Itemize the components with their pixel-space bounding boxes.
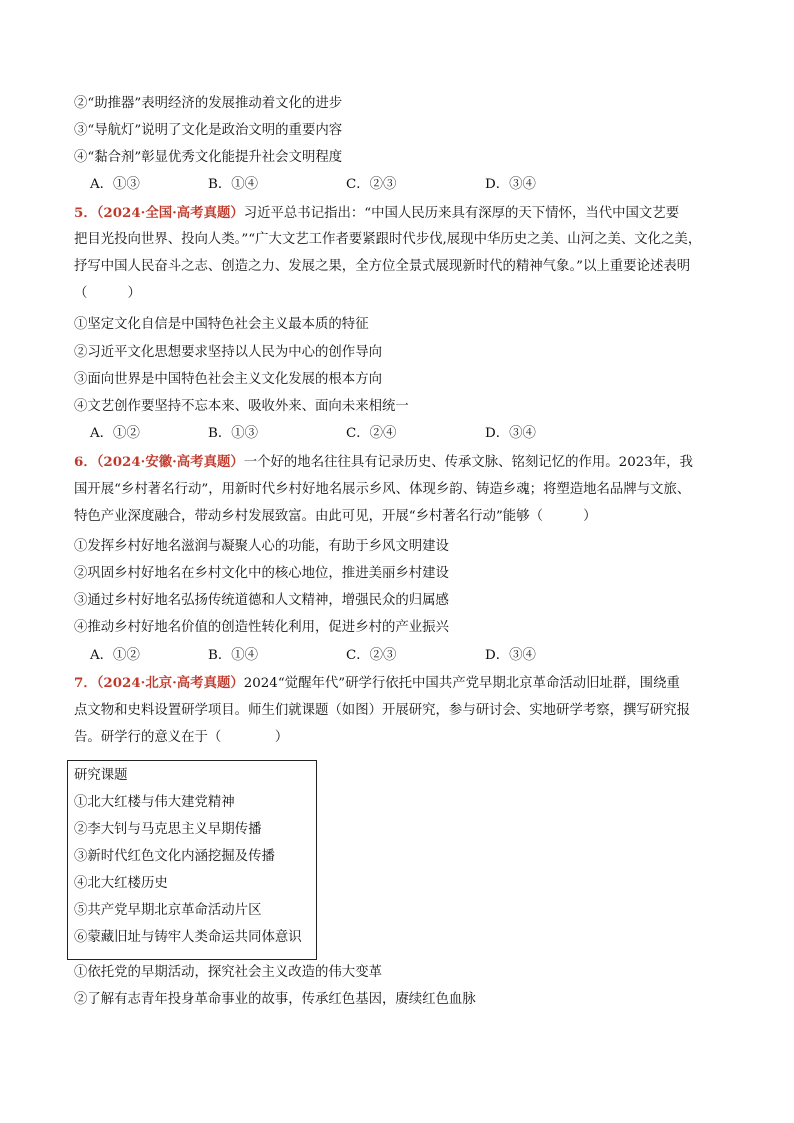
q5-source: （2024·全国·高考真题） <box>96 205 244 221</box>
research-topic-4: ④北大红楼历史 <box>74 876 168 891</box>
q6-number: 6． <box>74 454 97 470</box>
q5-option-b[interactable]: B．①③ <box>208 426 259 441</box>
research-topic-5: ⑤共产党早期北京革命活动片区 <box>74 903 262 918</box>
q6-item-1: ①发挥乡村好地名滋润与凝聚人心的功能，有助于乡风文明建设 <box>74 539 449 554</box>
q5-item-1: ①坚定文化自信是中国特色社会主义最本质的特征 <box>74 317 369 332</box>
q5-option-a[interactable]: A．①② <box>90 426 140 441</box>
q6-option-b[interactable]: B．①④ <box>208 648 259 663</box>
q5-option-d[interactable]: D．③④ <box>485 426 536 441</box>
q6-source: （2024·安徽·高考真题） <box>96 454 244 470</box>
q4-options <box>90 176 690 194</box>
q7-stem-line-1 <box>74 674 734 693</box>
q7-item-2: ②了解有志青年投身革命事业的故事，传承红色基因，赓续红色血脉 <box>74 992 476 1007</box>
q6-item-3: ③通过乡村好地名弘扬传统道德和人文精神，增强民众的归属感 <box>74 593 449 608</box>
q4-option-c[interactable]: C．②③ <box>346 177 397 192</box>
q4-option-b[interactable]: B．①④ <box>208 177 259 192</box>
q7-stem-line-2: 点文物和史料设置研学项目。师生们就课题（如图）开展研究，参与研讨会、实地研学考察，撰写研究报 <box>74 703 690 718</box>
q5-option-c[interactable]: C．②④ <box>346 426 397 441</box>
research-topic-1: ①北大红楼与伟大建党精神 <box>74 795 235 810</box>
q7-stem-text-1: 2024“觉醒年代”研学行依托中国共产党早期北京革命活动旧址群，围绕重 <box>243 676 680 691</box>
q6-option-d[interactable]: D．③④ <box>485 648 536 663</box>
q5-item-3: ③面向世界是中国特色社会主义文化发展的根本方向 <box>74 372 382 387</box>
q4-item-2: ②“助推器”表明经济的发展推动着文化的进步 <box>74 96 343 111</box>
q6-stem-text-1: 一个好的地名往往具有记录历史、传承文脉、铭刻记忆的作用。2023年，我 <box>243 455 693 470</box>
q7-item-1: ①依托党的早期活动，探究社会主义改造的伟大变革 <box>74 965 382 980</box>
q5-stem-line-1 <box>74 204 734 223</box>
q6-stem-line-3: 特色产业深度融合，带动乡村发展致富。由此可见，开展“乡村著名行动”能够（ ） <box>74 509 597 524</box>
q4-item-4: ④“黏合剂”彰显优秀文化能提升社会文明程度 <box>74 150 343 165</box>
q6-option-c[interactable]: C．②③ <box>346 648 397 663</box>
q5-stem-line-2: 把目光投向世界、投向人类。”“广大文艺工作者要紧跟时代步伐,展现中华历史之美、山河之美、文化之美， <box>74 232 702 247</box>
q5-number: 5． <box>74 205 97 221</box>
research-topic-3: ③新时代红色文化内涵挖掘及传播 <box>74 849 275 864</box>
q4-option-a[interactable]: A．①③ <box>90 177 140 192</box>
q6-item-4: ④推动乡村好地名价值的创造性转化利用，促进乡村的产业振兴 <box>74 620 449 635</box>
research-topic-2: ②李大钊与马克思主义早期传播 <box>74 822 262 837</box>
q6-option-a[interactable]: A．①② <box>90 648 140 663</box>
q7-stem-line-3: 告。研学行的意义在于（ ） <box>74 730 289 745</box>
q4-item-3: ③“导航灯”说明了文化是政治文明的重要内容 <box>74 123 343 138</box>
q7-source: （2024·北京·高考真题） <box>96 675 244 691</box>
q5-item-2: ②习近平文化思想要求坚持以人民为中心的创作导向 <box>74 345 382 360</box>
q5-item-4: ④文艺创作要坚持不忘本来、吸收外来、面向未来相统一 <box>74 399 409 414</box>
q7-number: 7． <box>74 675 97 691</box>
q5-stem-line-3: 抒写中国人民奋斗之志、创造之力、发展之果，全方位全景式展现新时代的精神气象。”以上重要论述表明 <box>74 259 691 274</box>
q6-item-2: ②巩固乡村好地名在乡村文化中的核心地位，推进美丽乡村建设 <box>74 566 449 581</box>
research-topic-6: ⑥蒙藏旧址与铸牢人类命运共同体意识 <box>74 930 302 945</box>
q4-option-d[interactable]: D．③④ <box>485 177 536 192</box>
q6-options <box>90 647 690 665</box>
q6-stem-line-1 <box>74 453 734 472</box>
q5-answer-blank: （ ） <box>74 286 141 301</box>
q5-stem-text-1: 习近平总书记指出：“中国人民历来具有深厚的天下情怀，当代中国文艺要 <box>243 206 680 221</box>
q5-options <box>90 425 690 443</box>
q6-stem-line-2: 国开展“乡村著名行动”，用新时代乡村好地名展示乡风、体现乡韵、铸造乡魂；将塑造地名品牌与文旅、 <box>74 482 691 497</box>
research-topics-title: 研究课题 <box>74 768 128 783</box>
research-topics-box <box>67 760 317 960</box>
